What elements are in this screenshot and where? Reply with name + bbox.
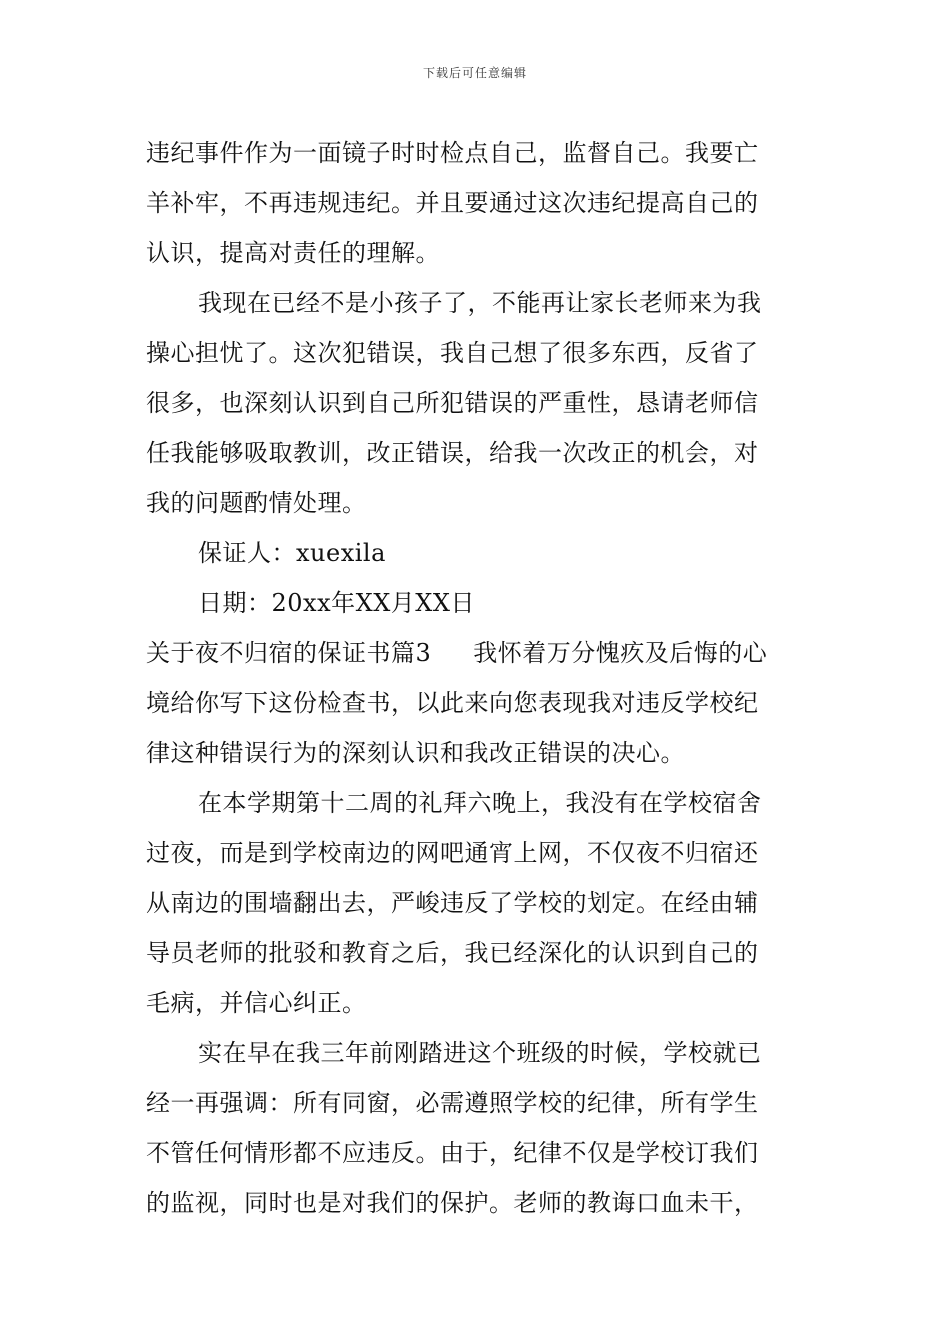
section-heading-line: [146, 628, 806, 678]
text-line: 认识，提高对责任的理解。: [146, 239, 440, 267]
text-line: 我怀着万分愧疚及后悔的心: [473, 639, 768, 667]
text-line: 的监视，同时也是对我们的保护。老师的教诲口血未干，: [146, 1189, 759, 1217]
document-body: [146, 128, 806, 1228]
text-line: 在本学期第十二周的礼拜六晚上，我没有在学校宿舍: [198, 789, 762, 817]
section-heading: 关于夜不归宿的保证书篇3: [146, 639, 432, 667]
page-header: 下载后可任意编辑: [422, 66, 527, 80]
text-line: 我的问题酌情处理。: [146, 489, 367, 517]
text-line: 任我能够吸取教训，改正错误，给我一次改正的机会，对: [146, 439, 759, 467]
guarantor-line: 保证人：xuexila: [198, 539, 386, 567]
text-line: 操心担忧了。这次犯错误，我自己想了很多东西，反省了: [146, 339, 759, 367]
text-line: 不管任何情形都不应违反。由于，纪律不仅是学校订我们: [146, 1139, 759, 1167]
text-line: 从南边的围墙翻出去，严峻违反了学校的划定。在经由辅: [146, 889, 759, 917]
text-line: 毛病，并信心纠正。: [146, 989, 367, 1017]
text-line: 很多，也深刻认识到自己所犯错误的严重性，恳请老师信: [146, 389, 759, 417]
text-line: 律这种错误行为的深刻认识和我改正错误的决心。: [146, 739, 685, 767]
text-line: 羊补牢，不再违规违纪。并且要通过这次违纪提高自己的: [146, 189, 759, 217]
text-line: 违纪事件作为一面镜子时时检点自己，监督自己。我要亡: [146, 139, 759, 167]
text-line: 导员老师的批驳和教育之后，我已经深化的认识到自己的: [146, 939, 759, 967]
text-line: 经一再强调：所有同窗，必需遵照学校的纪律，所有学生: [146, 1089, 759, 1117]
text-line: 实在早在我三年前刚踏进这个班级的时候，学校就已: [198, 1039, 762, 1067]
text-line: 过夜，而是到学校南边的网吧通宵上网，不仅夜不归宿还: [146, 839, 759, 867]
text-line: 我现在已经不是小孩子了，不能再让家长老师来为我: [198, 289, 762, 317]
date-line: 日期：20xx年XX月XX日: [198, 589, 475, 617]
text-line: 境给你写下这份检查书，以此来向您表现我对违反学校纪: [146, 689, 759, 717]
